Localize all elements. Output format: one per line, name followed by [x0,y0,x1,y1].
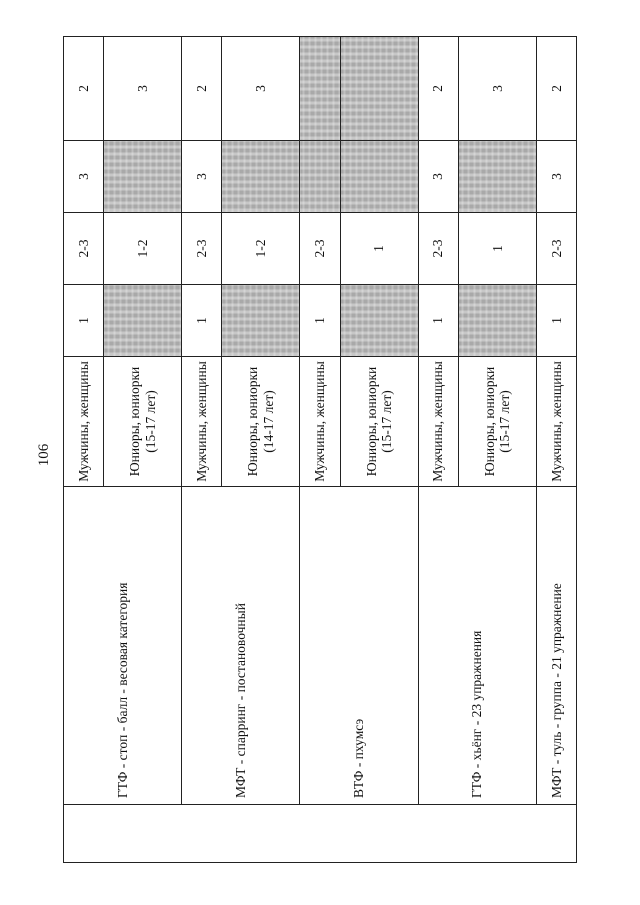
page-number: 106 [36,443,52,467]
table-row [182,37,222,863]
group-cell: Мужчины, женщины [536,357,576,487]
group-cell: Юниоры, юниорки (15-17 лет) [340,357,418,487]
value-cell: 1 [340,213,418,285]
exercise-cell: ВТФ - пхумсэ [300,487,418,805]
group-cell: Юниоры, юниорки (15-17 лет) [104,357,182,487]
shaded-cell [300,37,340,141]
value-cell: 1 [64,285,104,357]
group-cell: Юниоры, юниорки (14-17 лет) [222,357,300,487]
group-cell: Мужчины, женщины [64,357,104,487]
shaded-cell [340,141,418,213]
shaded-cell [458,285,536,357]
table-row [300,37,340,863]
value-cell: 1 [536,285,576,357]
value-cell: 2 [182,37,222,141]
value-cell: 2-3 [64,213,104,285]
shaded-cell [222,285,300,357]
group-cell: Юниоры, юниорки (15-17 лет) [458,357,536,487]
value-cell: 3 [64,141,104,213]
value-cell: 1 [182,285,222,357]
value-cell: 1 [418,285,458,357]
value-cell: 3 [418,141,458,213]
value-cell: 1 [300,285,340,357]
value-cell: 1-2 [222,213,300,285]
shaded-cell [340,37,418,141]
shaded-cell [458,141,536,213]
value-cell: 2 [536,37,576,141]
value-cell: 2 [64,37,104,141]
value-cell: 2-3 [418,213,458,285]
shaded-cell [340,285,418,357]
exercise-cell: ГТФ - стоп - балл - весовая категория [64,487,182,805]
exercise-cell: ГТФ - хьёнг - 23 упражнения [418,487,536,805]
value-cell: 2-3 [182,213,222,285]
table-row [64,37,104,863]
value-cell: 3 [104,37,182,141]
group-cell: Мужчины, женщины [300,357,340,487]
value-cell: 3 [536,141,576,213]
table-row [418,37,458,863]
shaded-cell [104,285,182,357]
exercise-cell: МФТ - туль - группа - 21 упражнение [536,487,576,805]
table-row [536,37,576,863]
table-container [63,37,577,863]
left-blank-cell [64,805,577,863]
value-cell: 3 [182,141,222,213]
value-cell: 3 [458,37,536,141]
group-cell: Мужчины, женщины [182,357,222,487]
shaded-cell [222,141,300,213]
value-cell: 2-3 [300,213,340,285]
value-cell: 2-3 [536,213,576,285]
shaded-cell [104,141,182,213]
shaded-cell [300,141,340,213]
exercise-cell: МФТ - спарринг - постановочный [182,487,300,805]
value-cell: 1-2 [104,213,182,285]
value-cell: 2 [418,37,458,141]
value-cell: 3 [222,37,300,141]
group-cell: Мужчины, женщины [418,357,458,487]
value-cell: 1 [458,213,536,285]
data-table [63,36,577,863]
